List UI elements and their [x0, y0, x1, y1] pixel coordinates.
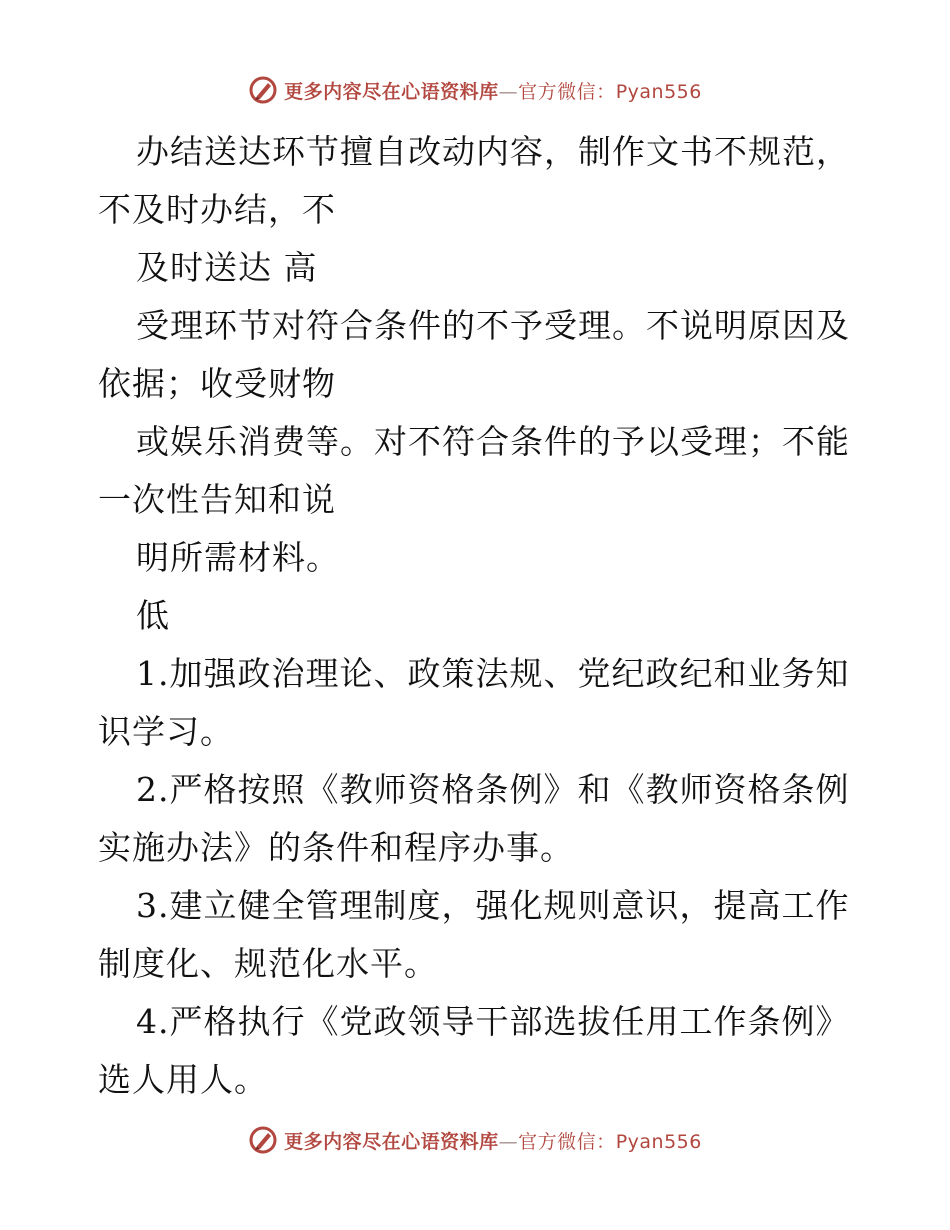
watermark-handle: Pyan556 [615, 80, 702, 103]
paragraph-line: 一次性告知和说 [98, 480, 336, 519]
watermark-text [284, 1127, 702, 1154]
paragraph-line: 识学习。 [98, 712, 234, 751]
paragraph-line: 办结送达环节擅自改动内容，制作文书不规范， [136, 132, 850, 171]
paragraph-line: 不及时办结，不 [98, 190, 336, 229]
watermark-text [284, 77, 702, 104]
paragraph-line: 制度化、规范化水平。 [98, 944, 438, 983]
header-watermark [0, 70, 950, 110]
paragraph-line: 选人用人。 [98, 1060, 268, 1099]
watermark-separator: — [498, 1130, 519, 1153]
paragraph-line: 4.严格执行《党政领导干部选拔任用工作条例》 [136, 1002, 850, 1041]
paragraph-line: 及时送达 高 [136, 248, 318, 287]
paragraph-line: 依据；收受财物 [98, 364, 336, 403]
paragraph-line: 或娱乐消费等。对不符合条件的予以受理；不能 [136, 422, 850, 461]
paragraph-line: 受理环节对符合条件的不予受理。不说明原因及 [136, 306, 850, 345]
watermark-separator: — [498, 80, 519, 103]
watermark-label: 官方微信： [518, 80, 616, 103]
pen-logo-icon [248, 75, 278, 105]
pen-logo-icon [248, 1125, 278, 1155]
watermark-main: 更多内容尽在心语资料库 [284, 80, 499, 103]
watermark-label: 官方微信： [518, 1130, 616, 1153]
watermark-main: 更多内容尽在心语资料库 [284, 1130, 499, 1153]
paragraph-line: 3.建立健全管理制度，强化规则意识，提高工作 [136, 886, 850, 925]
footer-watermark [0, 1120, 950, 1160]
paragraph-line: 实施办法》的条件和程序办事。 [98, 828, 574, 867]
paragraph-line: 2.严格按照《教师资格条例》和《教师资格条例 [136, 770, 850, 809]
paragraph-line: 低 [136, 596, 170, 635]
paragraph-line: 明所需材料。 [136, 538, 340, 577]
document-body [98, 123, 858, 1109]
paragraph-line: 1.加强政治理论、政策法规、党纪政纪和业务知 [136, 654, 850, 693]
watermark-handle: Pyan556 [615, 1130, 702, 1153]
